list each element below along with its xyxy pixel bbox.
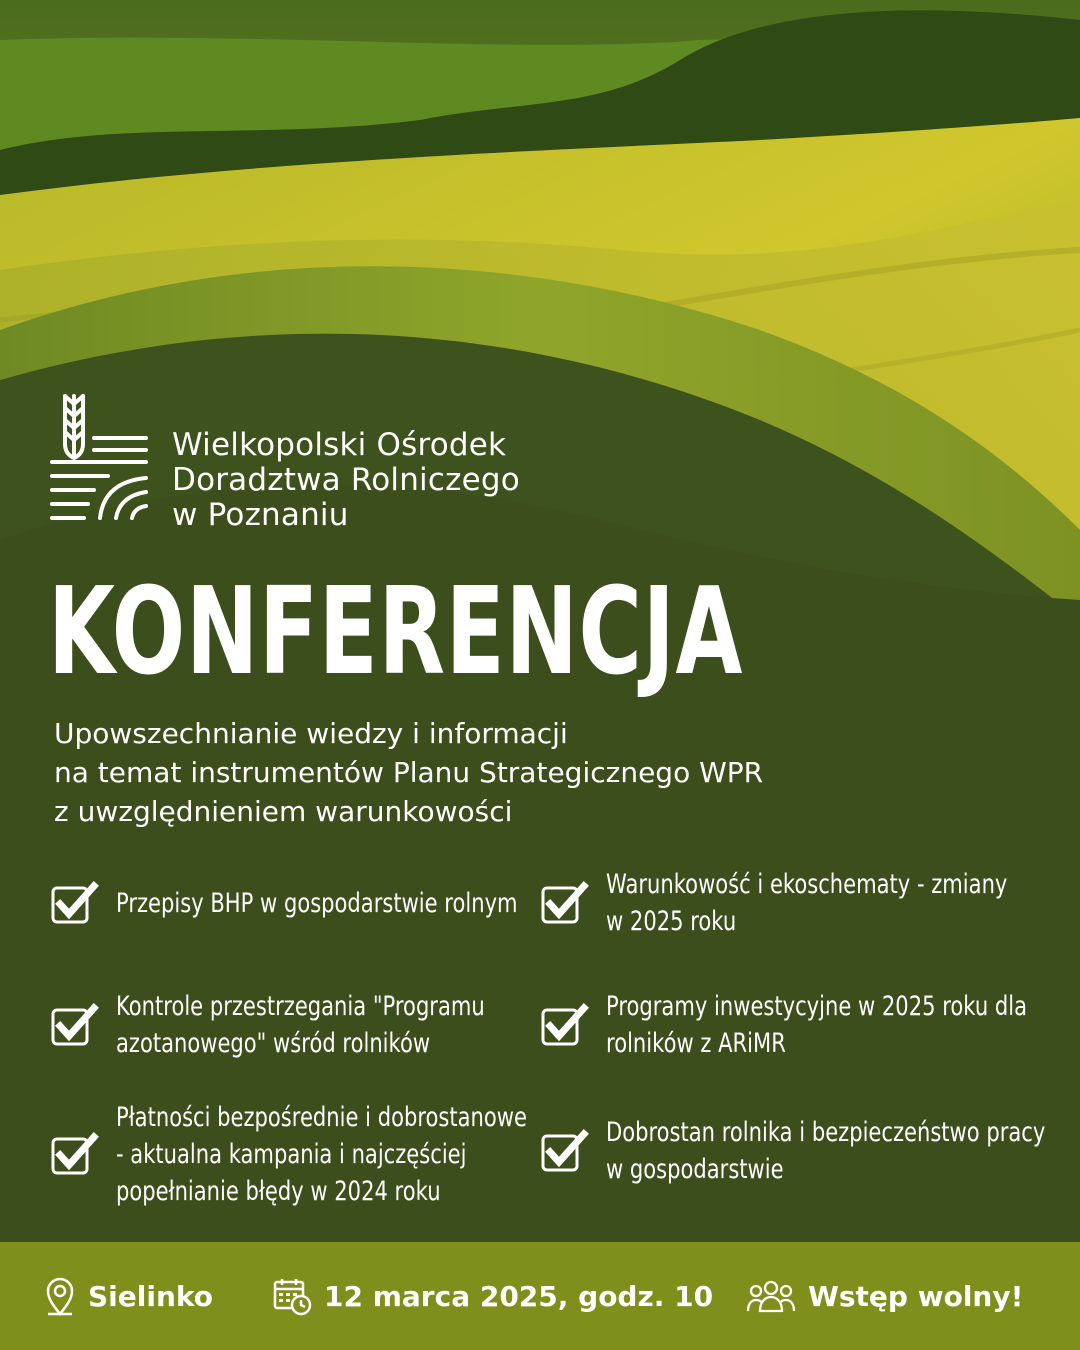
event-subtitle-line-3: z uwzględnieniem warunkowości (54, 795, 513, 828)
admission-text: Wstęp wolny! (808, 1279, 1024, 1313)
location-text: Sielinko (88, 1279, 213, 1313)
checkbox-checked-icon (50, 880, 100, 926)
checkbox-checked-icon (540, 1128, 590, 1174)
date-info (272, 1242, 713, 1350)
organization-name (172, 428, 520, 533)
event-title: KONFERENCJA (48, 563, 744, 702)
checkbox-checked-icon (540, 1002, 590, 1048)
admission-info (746, 1242, 1023, 1350)
topic-item (50, 988, 589, 1062)
event-subtitle-line-1: Upowszechnianie wiedzy i informacji (54, 717, 568, 750)
topic-text: Przepisy BHP w gospodarstwie rolnym (116, 887, 518, 919)
checkbox-checked-icon (540, 880, 590, 926)
topic-item (540, 1114, 1080, 1188)
checkbox-checked-icon (50, 1002, 100, 1048)
topic-item (540, 866, 1080, 940)
topic-text: Płatności bezpośrednie i dobrostanowe - aktualna kampania i najczęściej popełnianie błędy w 2024 roku (116, 1101, 527, 1207)
people-group-icon (746, 1279, 796, 1313)
event-subtitle (54, 714, 763, 831)
organization-name-line-2: Doradztwa Rolniczego (172, 462, 520, 498)
checkbox-checked-icon (50, 1131, 100, 1177)
topic-text: Dobrostan rolnika i bezpieczeństwo pracy w gospodarstwie (606, 1117, 1046, 1185)
topic-item (540, 988, 1080, 1062)
event-info-bar (0, 1242, 1080, 1350)
event-subtitle-line-2: na temat instrumentów Planu Strategicznego WPR (54, 756, 764, 789)
date-text: 12 marca 2025, godz. 10 (324, 1279, 714, 1313)
location-info (44, 1242, 213, 1350)
location-pin-icon (44, 1276, 76, 1316)
topic-text: Kontrole przestrzegania "Programu azotanowego" wśród rolników (116, 991, 485, 1059)
organization-name-line-1: Wielkopolski Ośrodek (172, 427, 507, 463)
calendar-clock-icon (272, 1276, 312, 1316)
wheat-field-logo-icon (48, 392, 152, 532)
organization-name-line-3: w Poznaniu (172, 497, 349, 533)
topic-text: Programy inwestycyjne w 2025 roku dla rolników z ARiMR (606, 991, 1027, 1059)
topic-text: Warunkowość i ekoschematy - zmiany w 2025 roku (606, 869, 1008, 937)
